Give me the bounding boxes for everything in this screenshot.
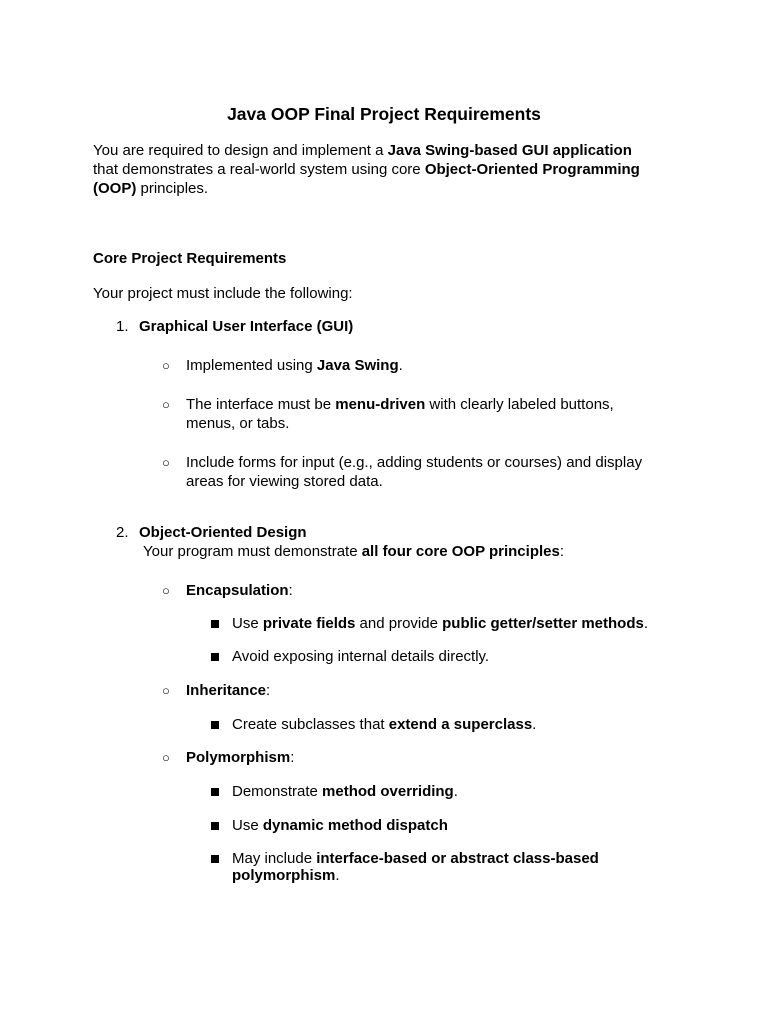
emphasis: Polymorphism: [186, 749, 291, 766]
text: :: [559, 543, 565, 560]
item-2-subtitle: [143, 542, 564, 561]
bullet-menu-driven: [186, 395, 614, 414]
text: May include: [232, 850, 317, 867]
inherit-subclasses: [232, 715, 536, 734]
emphasis: Object-Oriented Programming: [424, 161, 640, 178]
text: Your program must demonstrate: [143, 543, 362, 560]
polymorphism-label: [186, 748, 294, 767]
circle-bullet-icon: ○: [162, 358, 170, 373]
text: You are required to design and implement a: [93, 142, 388, 159]
circle-bullet-icon: ○: [162, 455, 170, 470]
circle-bullet-icon: ○: [162, 683, 170, 698]
text: .: [643, 615, 648, 632]
page-title: Java OOP Final Project Requirements: [227, 104, 541, 124]
encap-avoid-exposing: Avoid exposing internal details directly.: [232, 648, 490, 665]
emphasis: (OOP): [93, 180, 137, 197]
text: Implemented using: [186, 357, 317, 374]
text: The interface must be: [186, 396, 336, 413]
intro-line-3: [93, 179, 208, 198]
item-1-number: 1.: [116, 318, 129, 335]
text: with clearly labeled buttons,: [425, 396, 614, 413]
circle-bullet-icon: ○: [162, 397, 170, 412]
text: and provide: [355, 615, 443, 632]
text: :: [266, 682, 271, 699]
text: Use: [232, 615, 263, 632]
emphasis: Java Swing: [316, 357, 399, 374]
circle-bullet-icon: ○: [162, 750, 170, 765]
circle-bullet-icon: ○: [162, 583, 170, 598]
text: .: [335, 867, 340, 884]
emphasis: dynamic method dispatch: [262, 817, 448, 834]
poly-dispatch: [232, 816, 448, 835]
text: :: [290, 749, 295, 766]
text: that demonstrates a real-world system using core: [93, 161, 425, 178]
encapsulation-label: [186, 581, 293, 600]
encap-private-fields: [232, 614, 648, 633]
intro-line-2: [93, 160, 640, 179]
text: Use: [232, 817, 263, 834]
item-2-heading: Object-Oriented Design: [139, 524, 307, 541]
text: .: [453, 783, 458, 800]
emphasis: method overriding: [322, 783, 454, 800]
intro-line-1: [93, 141, 632, 160]
text: .: [398, 357, 403, 374]
lead-text: Your project must include the following:: [93, 285, 353, 302]
square-bullet-icon: [211, 721, 219, 729]
emphasis: menu-driven: [335, 396, 426, 413]
item-2-number: 2.: [116, 524, 129, 541]
emphasis: public getter/setter methods: [442, 615, 644, 632]
text: principles.: [136, 180, 209, 197]
bullet-menu-driven-line-2: menus, or tabs.: [186, 415, 290, 432]
poly-interface-line-2: [232, 866, 340, 885]
square-bullet-icon: [211, 620, 219, 628]
emphasis: Java Swing-based GUI application: [387, 142, 632, 159]
square-bullet-icon: [211, 822, 219, 830]
emphasis: Encapsulation: [186, 582, 289, 599]
emphasis: polymorphism: [232, 867, 336, 884]
text: Demonstrate: [232, 783, 323, 800]
emphasis: private fields: [262, 615, 356, 632]
bullet-forms: Include forms for input (e.g., adding students or courses) and display: [186, 454, 643, 471]
text: .: [532, 716, 537, 733]
emphasis: extend a superclass: [388, 716, 533, 733]
poly-overriding: [232, 782, 458, 801]
emphasis: interface-based or abstract class-based: [316, 850, 599, 867]
section-heading: Core Project Requirements: [93, 250, 287, 267]
item-1-heading: Graphical User Interface (GUI): [139, 318, 354, 335]
square-bullet-icon: [211, 855, 219, 863]
square-bullet-icon: [211, 788, 219, 796]
emphasis: all four core OOP principles: [361, 543, 560, 560]
text: Create subclasses that: [232, 716, 389, 733]
emphasis: Inheritance: [186, 682, 267, 699]
square-bullet-icon: [211, 653, 219, 661]
inheritance-label: [186, 681, 270, 700]
bullet-swing: [186, 356, 403, 375]
text: :: [288, 582, 293, 599]
bullet-forms-line-2: areas for viewing stored data.: [186, 473, 383, 490]
